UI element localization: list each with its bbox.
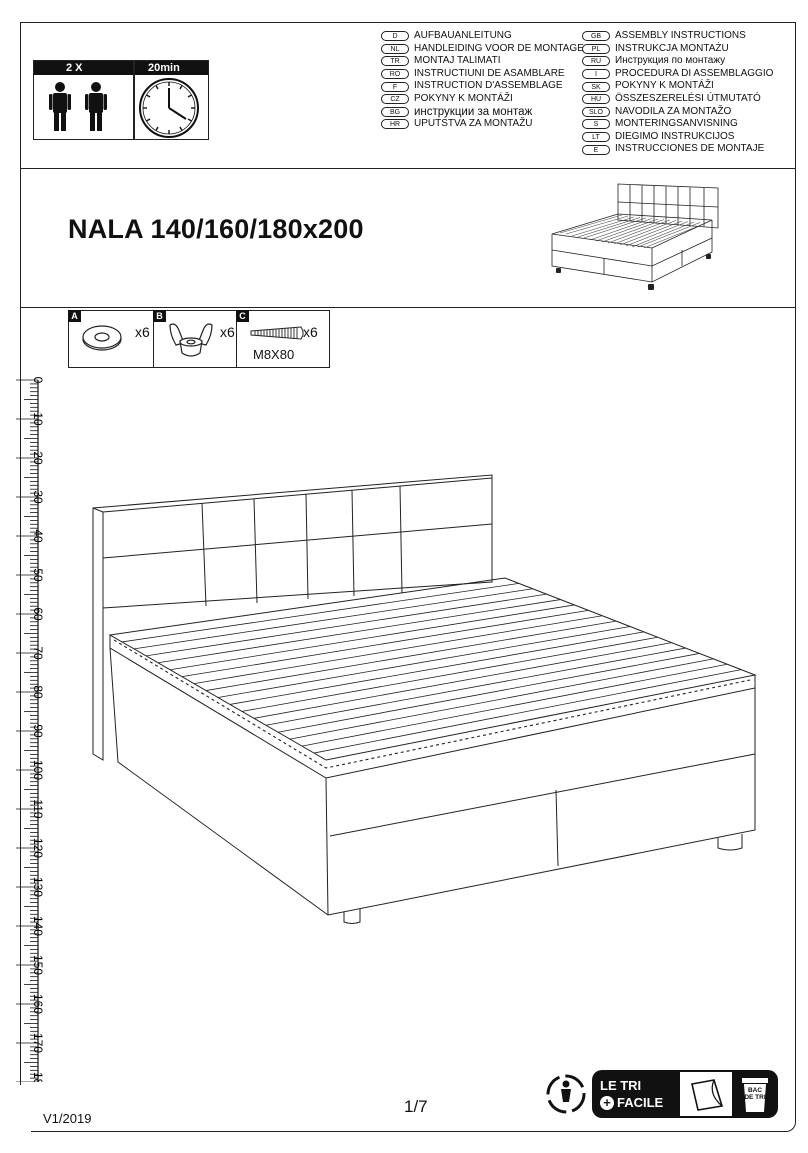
bed-slat xyxy=(170,605,574,670)
lang-text: POKYNY K MONTÁŽI xyxy=(615,80,714,92)
lang-text: Инструкция по монтажу xyxy=(615,55,726,67)
frame-gap xyxy=(19,1085,31,1133)
bin-box xyxy=(732,1070,778,1118)
lang-row xyxy=(582,93,773,106)
part-qty-a: x6 xyxy=(135,324,150,340)
bed-thumbnail-icon xyxy=(548,176,722,300)
lang-text: инструкции за монтаж xyxy=(414,105,533,118)
plus-icon: + xyxy=(600,1096,614,1110)
lang-row xyxy=(582,43,773,56)
ruler-label: 30 xyxy=(31,490,46,504)
lang-code-badge: RU xyxy=(582,56,610,66)
facile-text: FACILE xyxy=(617,1095,664,1110)
lang-text: INSTRUCTIUNI DE ASAMBLARE xyxy=(414,67,565,79)
lang-text: MONTERINGSANVISNING xyxy=(615,118,738,130)
bed-slat xyxy=(278,653,699,732)
lang-code-badge: F xyxy=(381,82,409,92)
lang-code-badge: TR xyxy=(381,56,409,66)
lang-code-badge: D xyxy=(381,31,409,41)
ruler-label: 70 xyxy=(31,646,46,660)
bed-slat xyxy=(314,670,741,753)
ruler-label: 40 xyxy=(31,529,46,543)
paper-box xyxy=(678,1070,734,1118)
part-label-a: A xyxy=(68,310,81,322)
bed-slat xyxy=(302,664,727,746)
lang-code-badge: HR xyxy=(381,119,409,129)
lang-text: ASSEMBLY INSTRUCTIONS xyxy=(615,30,746,41)
recycle-person-icon xyxy=(544,1072,588,1116)
lang-row xyxy=(381,93,584,106)
lang-row xyxy=(582,131,773,144)
lang-code-badge: E xyxy=(582,145,610,155)
part-qty-b: x6 xyxy=(220,324,235,340)
crew-separator xyxy=(133,61,135,139)
bed-slat xyxy=(182,610,588,676)
lang-row xyxy=(582,80,773,93)
bed-slat xyxy=(290,659,713,739)
lang-code-badge: I xyxy=(582,69,610,79)
ruler-label: 180 xyxy=(31,1071,46,1082)
lang-row xyxy=(381,43,584,56)
measurement-ruler xyxy=(16,376,56,1082)
ruler-label: 10 xyxy=(31,412,46,426)
ruler-label: 100 xyxy=(31,759,46,781)
bed-illustration xyxy=(90,470,760,925)
lang-text: ÖSSZESZERELÉSI ÚTMUTATÓ xyxy=(615,92,761,104)
lang-code-badge: CZ xyxy=(381,94,409,104)
lang-text: POKYNY K MONTÁŽI xyxy=(414,92,513,104)
lang-text: DIEGIMO INSTRUKCIJOS xyxy=(615,130,735,142)
lang-row xyxy=(582,68,773,81)
lang-code-badge: BG xyxy=(381,107,409,117)
part-label-c: C xyxy=(236,310,249,322)
bed-slat xyxy=(158,600,561,663)
ruler-label: 140 xyxy=(31,915,46,937)
lang-text: UPUTSTVA ZA MONTAŽU xyxy=(414,118,533,130)
bed-slat xyxy=(266,648,686,725)
lang-code-badge: SK xyxy=(582,82,610,92)
ruler-label: 20 xyxy=(31,451,46,465)
ruler-label: 170 xyxy=(31,1032,46,1054)
ruler-label: 130 xyxy=(31,876,46,898)
bed-slat xyxy=(122,583,519,642)
lang-text: INSTRUCTION D'ASSEMBLAGE xyxy=(414,80,563,92)
people-count-label: 2 X xyxy=(66,62,83,74)
crew-time-box xyxy=(33,60,209,140)
part-size-c: M8X80 xyxy=(253,347,295,362)
language-list-right xyxy=(582,30,773,156)
lang-row xyxy=(582,118,773,131)
header-divider xyxy=(20,168,796,169)
lang-code-badge: S xyxy=(582,119,610,129)
lang-text: AUFBAUANLEITUNG xyxy=(414,30,512,41)
ruler-label: 50 xyxy=(31,568,46,582)
ruler-label: 80 xyxy=(31,685,46,699)
part-b xyxy=(153,310,237,368)
clock-icon xyxy=(137,77,201,139)
lang-code-badge: GB xyxy=(582,31,610,41)
lang-text: PROCEDURA DI ASSEMBLAGGIO xyxy=(615,67,774,79)
lang-code-badge: NL xyxy=(381,44,409,54)
lang-code-badge: RO xyxy=(381,69,409,79)
parts-list xyxy=(68,310,330,368)
language-list-left xyxy=(381,30,584,131)
washer-icon xyxy=(81,323,123,353)
ruler-label: 150 xyxy=(31,954,46,976)
two-persons-icon xyxy=(42,81,122,133)
paper-icon xyxy=(688,1078,726,1112)
product-title: NALA 140/160/180x200 xyxy=(68,214,364,244)
lang-code-badge: LT xyxy=(582,132,610,142)
le-tri-text: LE TRI xyxy=(600,1078,642,1093)
wing-nut-icon xyxy=(166,319,216,361)
page-number: 1/7 xyxy=(404,1097,428,1116)
bolt-icon xyxy=(249,325,305,341)
lang-text: INSTRUCCIONES DE MONTAJE xyxy=(615,143,765,155)
ruler-label: 120 xyxy=(31,837,46,859)
part-label-b: B xyxy=(153,310,166,322)
lang-row xyxy=(582,143,773,156)
lang-code-badge: HU xyxy=(582,94,610,104)
lang-row xyxy=(381,68,584,81)
lang-row xyxy=(582,106,773,119)
lang-row xyxy=(582,55,773,68)
time-label: 20min xyxy=(148,62,180,74)
title-divider xyxy=(20,307,796,308)
bed-slat xyxy=(134,589,533,649)
crew-bar xyxy=(34,61,208,75)
lang-text: MONTAJ TALIMATI xyxy=(414,55,501,67)
lang-row xyxy=(381,30,584,43)
part-qty-c: x6 xyxy=(303,324,318,340)
le-tri-badge xyxy=(592,1070,682,1118)
ruler-label: 90 xyxy=(31,724,46,738)
lang-row xyxy=(381,106,584,119)
recycling-logo xyxy=(544,1068,784,1120)
ruler-label: 110 xyxy=(31,799,46,819)
lang-row xyxy=(381,55,584,68)
lang-row xyxy=(582,30,773,43)
bac-de-tri-text: BAC DE TRI xyxy=(744,1087,766,1101)
ruler-label: 160 xyxy=(31,993,46,1015)
lang-row xyxy=(381,118,584,131)
lang-code-badge: PL xyxy=(582,44,610,54)
ruler-label: 60 xyxy=(31,607,46,621)
part-a xyxy=(68,310,154,368)
lang-text: NAVODILA ZA MONTAŽO xyxy=(615,105,732,117)
lang-row xyxy=(381,80,584,93)
lang-text: INSTRUKCJA MONTAŻU xyxy=(615,42,729,54)
ruler-label: 0 xyxy=(31,376,46,384)
ruler-scale xyxy=(16,376,56,1082)
version-label: V1/2019 xyxy=(43,1111,92,1126)
lang-code-badge: SLO xyxy=(582,107,610,117)
part-c xyxy=(236,310,330,368)
lang-text: HANDLEIDING VOOR DE MONTAGE xyxy=(414,42,584,54)
